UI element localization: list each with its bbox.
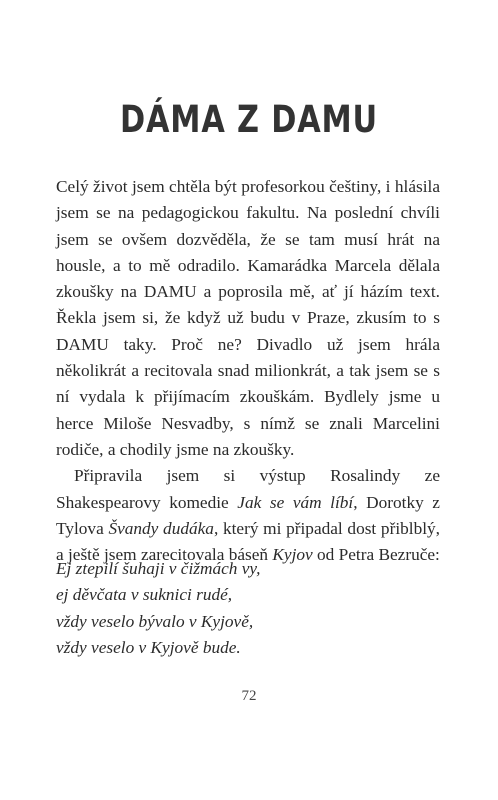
chapter-title: DÁMA Z DAMU — [120, 98, 378, 141]
poem-title-kyjov: Kyjov — [272, 545, 313, 565]
poem-quote — [56, 556, 260, 661]
paragraph-2-text-1: Připravila jsem si výstup Rosalindy ze Shakespearovy komedie — [56, 466, 440, 512]
poem-line: vždy veselo v Kyjově bude. — [56, 637, 241, 657]
body-text — [56, 174, 440, 568]
poem-line: ej děvčata v suknici rudé, — [56, 585, 233, 605]
page-number: 72 — [241, 688, 257, 704]
paragraph-2 — [56, 463, 440, 568]
paragraph-2-text-2: , Dorotky z Tylova — [56, 492, 440, 538]
play-title-jak-se-vam-libi: Jak se vám líbí — [237, 492, 354, 512]
poem-line: Ej ztepilí šuhaji v čižmách vy, — [56, 559, 261, 578]
play-title-svanda-dudak: Švandy dudáka — [108, 518, 214, 538]
paragraph-1: Celý život jsem chtěla být profesorkou češtiny, i hlásila jsem se na pedagogickou fakultu. Na poslední chvíli jsem se ovšem dozvěděla, že se tam musí hrát na housle, a to mě odradilo. Kamarádka Marcela dělala zkoušky na DAMU a poprosila mě, ať jí házím text. Řekla jsem si, že když už budu v Praze, zkusím to s DAMU taky. Proč ne? Divadlo už jsem hrála několikrát a recitovala snad milionkrát, a tak jsem se s ní vydala k přijímacím zkouškám. Bydlely jsme u herce Miloše Nesvadby, s nímž se znali Marcelini rodiče, a chodily jsme na zkoušky. — [56, 177, 440, 459]
paragraph-2-text-4: od Petra Bezruče: — [312, 545, 440, 565]
poem-line: vždy veselo bývalo v Kyjově, — [56, 611, 254, 631]
paragraph-2-text-3: , který mi připadal dost přiblblý, a ještě jsem zarecitovala báseň — [56, 518, 440, 565]
